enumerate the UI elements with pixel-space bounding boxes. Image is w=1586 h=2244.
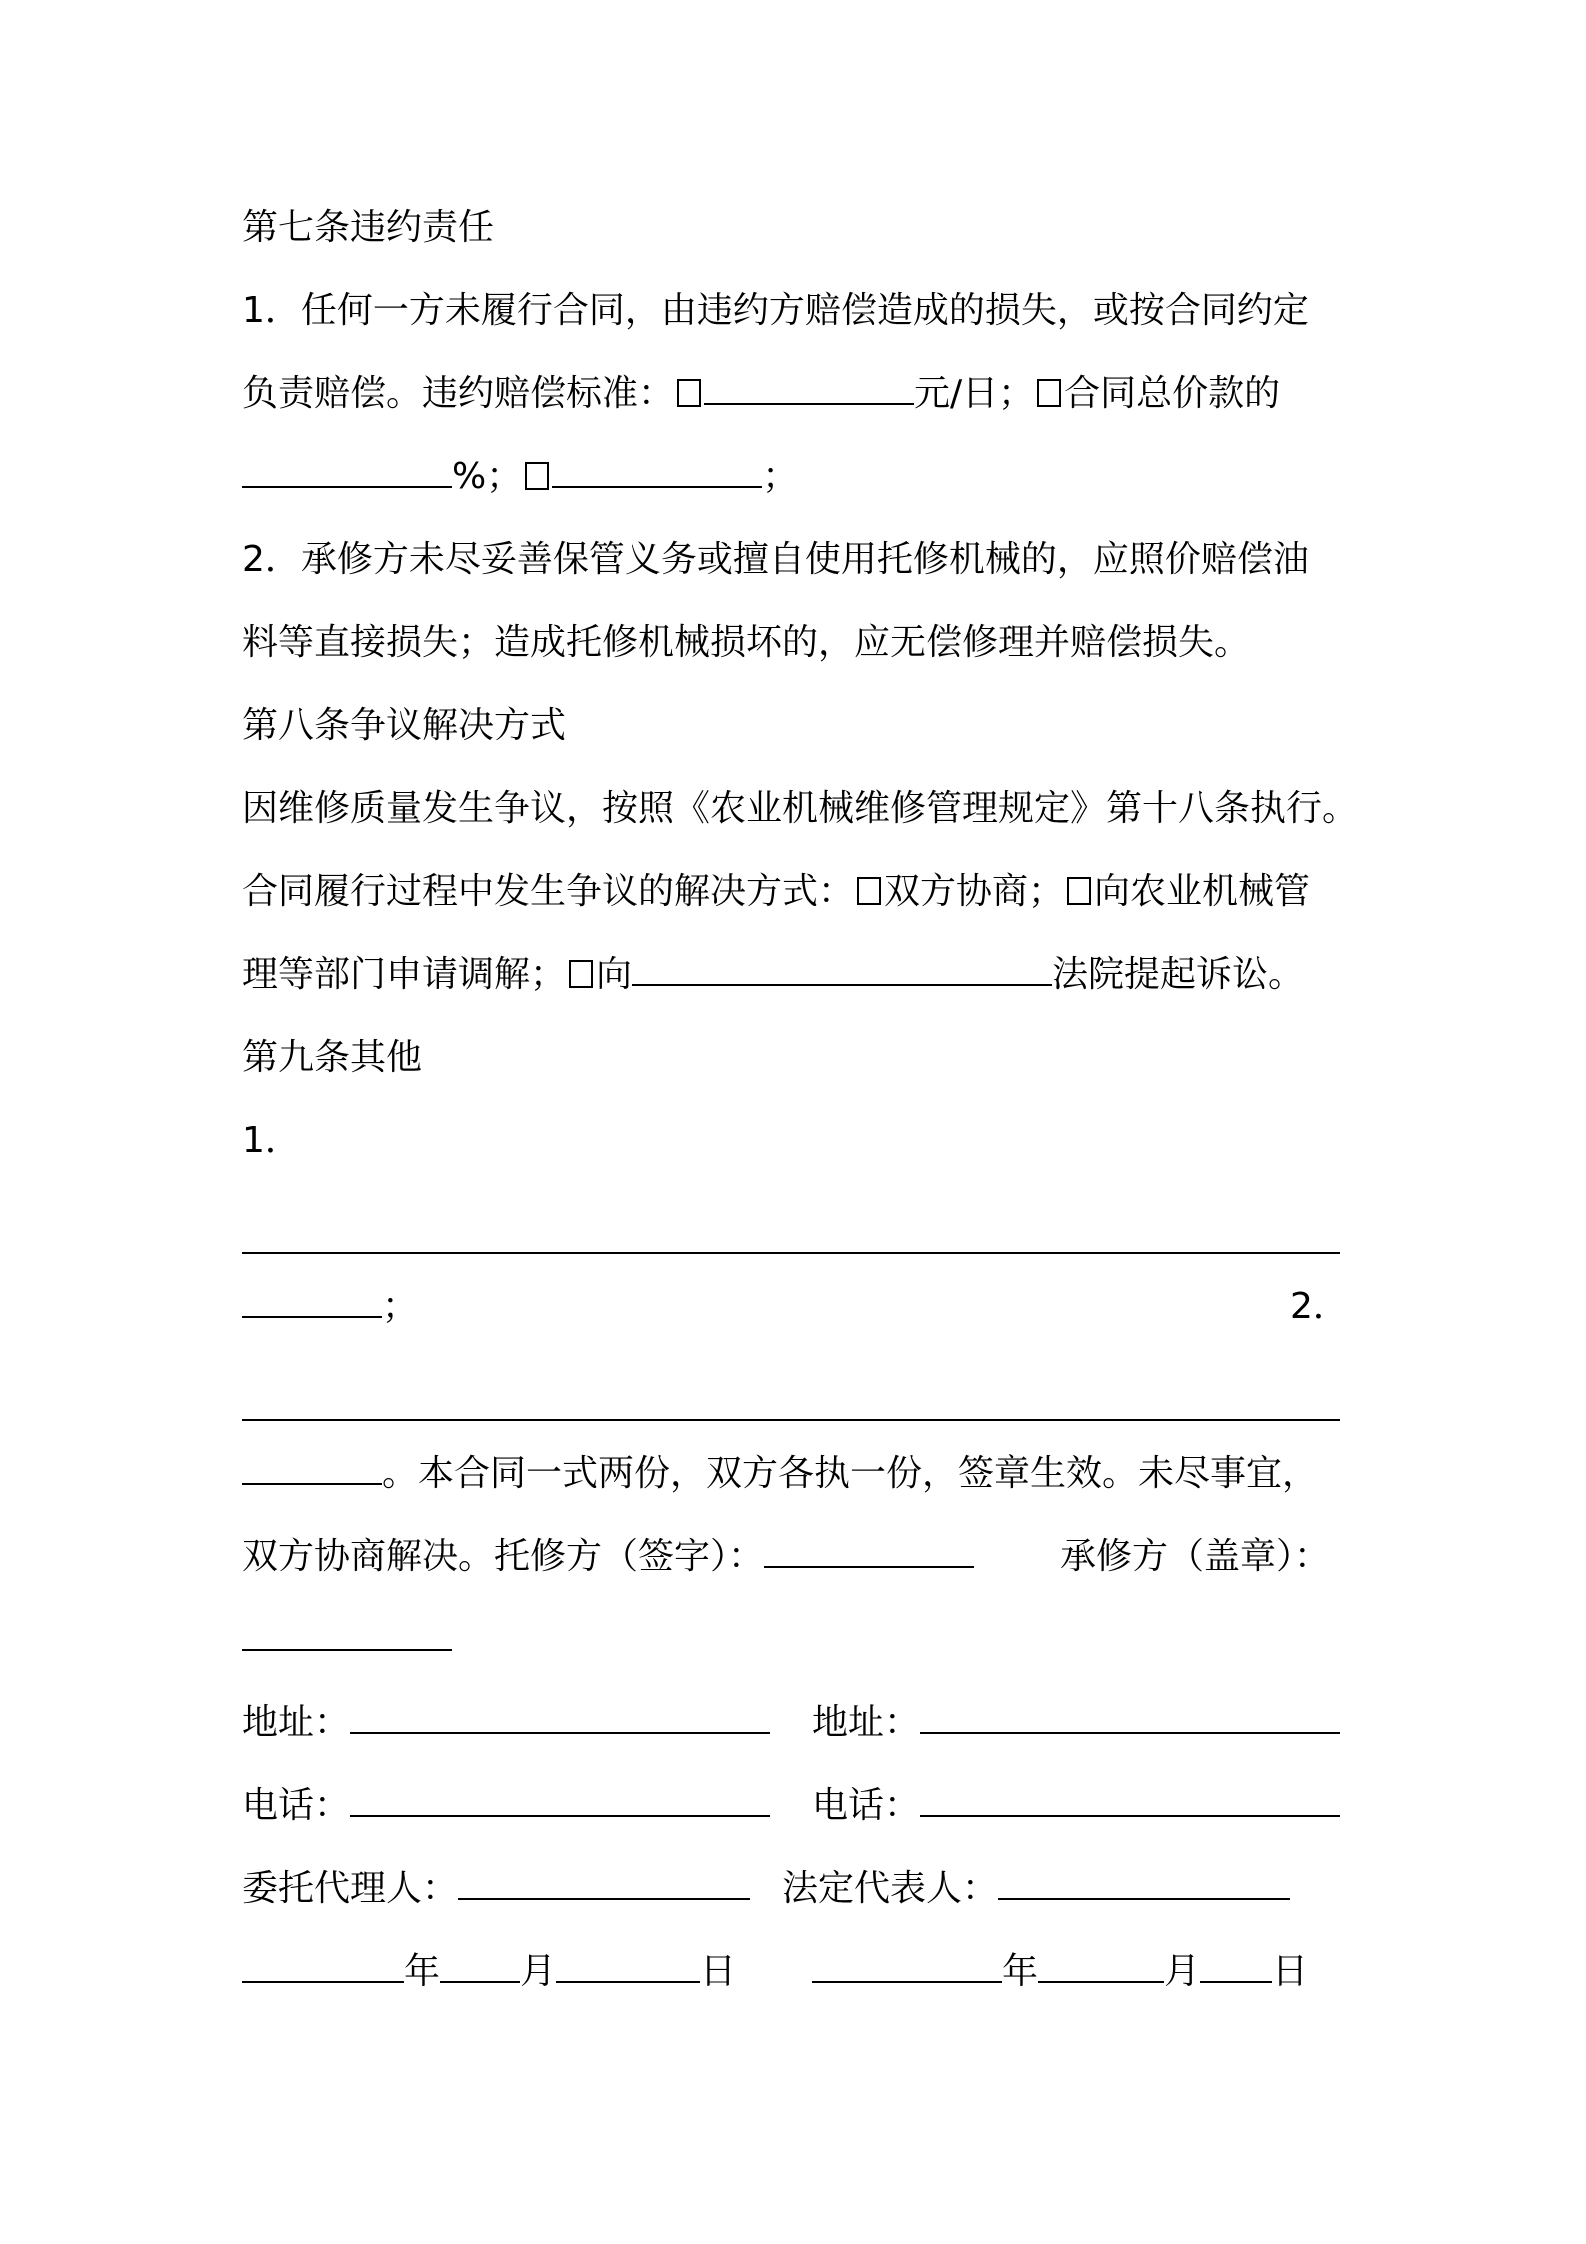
text: ；: [762, 456, 799, 497]
blank-percentage[interactable]: [242, 456, 452, 488]
blank-year[interactable]: [242, 1951, 404, 1983]
blank-item-2-end[interactable]: [242, 1453, 382, 1485]
blank-month[interactable]: [440, 1951, 520, 1983]
article-9-tail-line-2: [242, 1533, 974, 1581]
client-phone-row: [242, 1782, 770, 1830]
legal-rep-row: [782, 1865, 1290, 1913]
blank-contractor-phone[interactable]: [920, 1785, 1340, 1817]
contractor-seal-line: [242, 1616, 452, 1664]
blank-daily-rate[interactable]: [704, 373, 914, 405]
label: 法定代表人：: [782, 1868, 999, 1909]
checkbox[interactable]: [1037, 379, 1061, 407]
text: 合同履行过程中发生争议的解决方式：: [242, 871, 855, 912]
text: 负责赔偿。违约赔偿标准：: [242, 373, 675, 414]
agent-row: [242, 1865, 750, 1913]
year-label: 年: [404, 1951, 441, 1992]
client-address-row: [242, 1699, 770, 1747]
article-8-line-3: [242, 951, 1304, 999]
text: 。本合同一式两份，双方各执一份，签章生效。未尽事宜，: [382, 1453, 1319, 1494]
label: 地址：: [242, 1702, 351, 1743]
checkbox[interactable]: [857, 877, 881, 905]
article-9-tail-line-1: [242, 1450, 1318, 1498]
article-8-line-1: 因维修质量发生争议，按照《农业机械维修管理规定》第十八条执行。: [242, 788, 1359, 829]
article-7-para-1-line-2: [242, 370, 1280, 418]
checkbox[interactable]: [1067, 877, 1091, 905]
text: 元/日；: [914, 373, 1035, 414]
label: 电话：: [812, 1785, 921, 1826]
contractor-address-row: [812, 1699, 1340, 1747]
article-7-para-2-line-1: 2．承修方未尽妥善保管义务或擅自使用托修机械的，应照价赔偿油: [242, 539, 1309, 580]
article-7-para-2-line-2: 料等直接损失；造成托修机械损坏的，应无偿修理并赔偿损失。: [242, 622, 1251, 663]
blank-year[interactable]: [812, 1951, 1002, 1983]
day-label: 日: [700, 1951, 737, 1992]
blank-client-signature[interactable]: [764, 1536, 974, 1568]
article-9-heading: 第九条其他: [242, 1037, 423, 1078]
label: 委托代理人：: [242, 1868, 459, 1909]
checkbox[interactable]: [677, 379, 701, 407]
blank-item-1-end[interactable]: [242, 1286, 382, 1318]
checkbox[interactable]: [525, 462, 549, 490]
text: 向: [596, 954, 633, 995]
article-7-para-1-line-3: [242, 453, 798, 501]
blank-court-name[interactable]: [632, 954, 1052, 986]
blank-other-standard[interactable]: [552, 456, 762, 488]
blank-client-address[interactable]: [350, 1702, 770, 1734]
blank-legal-rep[interactable]: [998, 1868, 1290, 1900]
text: 理等部门申请调解；: [242, 954, 567, 995]
contractor-seal-label: 承修方（盖章）：: [1060, 1536, 1331, 1577]
text: 双方协商；: [884, 871, 1065, 912]
text: 向农业机械管: [1094, 871, 1311, 912]
text: ；: [382, 1286, 419, 1327]
article-8-heading: 第八条争议解决方式: [242, 705, 567, 746]
text: %；: [452, 456, 523, 497]
blank-day[interactable]: [556, 1951, 700, 1983]
article-7-para-1-line-1: 1．任何一方未履行合同，由违约方赔偿造成的损失，或按合同约定: [242, 290, 1309, 331]
blank-month[interactable]: [1038, 1951, 1164, 1983]
day-label: 日: [1272, 1951, 1309, 1992]
article-7-heading: 第七条违约责任: [242, 207, 495, 248]
contractor-date-row: [812, 1948, 1308, 1996]
text: 双方协商解决。托修方（签字）：: [242, 1536, 765, 1577]
blank-item-1-line[interactable]: [242, 1252, 1340, 1254]
article-9-item-1-number: 1．: [242, 1120, 301, 1161]
blank-contractor-seal[interactable]: [242, 1619, 452, 1651]
blank-client-phone[interactable]: [350, 1785, 770, 1817]
month-label: 月: [1164, 1951, 1201, 1992]
label: 电话：: [242, 1785, 351, 1826]
label: 地址：: [812, 1702, 921, 1743]
blank-item-2-line[interactable]: [242, 1419, 1340, 1421]
contractor-phone-row: [812, 1782, 1340, 1830]
month-label: 月: [520, 1951, 557, 1992]
blank-day[interactable]: [1200, 1951, 1272, 1983]
article-9-item-1-end: [242, 1283, 418, 1331]
article-9-item-2-number: 2．: [1290, 1286, 1349, 1327]
client-date-row: [242, 1948, 736, 1996]
blank-contractor-address[interactable]: [920, 1702, 1340, 1734]
year-label: 年: [1002, 1951, 1039, 1992]
article-8-line-2: [242, 868, 1310, 916]
blank-agent[interactable]: [458, 1868, 750, 1900]
text: 法院提起诉讼。: [1052, 954, 1305, 995]
text: 合同总价款的: [1064, 373, 1281, 414]
checkbox[interactable]: [569, 960, 593, 988]
